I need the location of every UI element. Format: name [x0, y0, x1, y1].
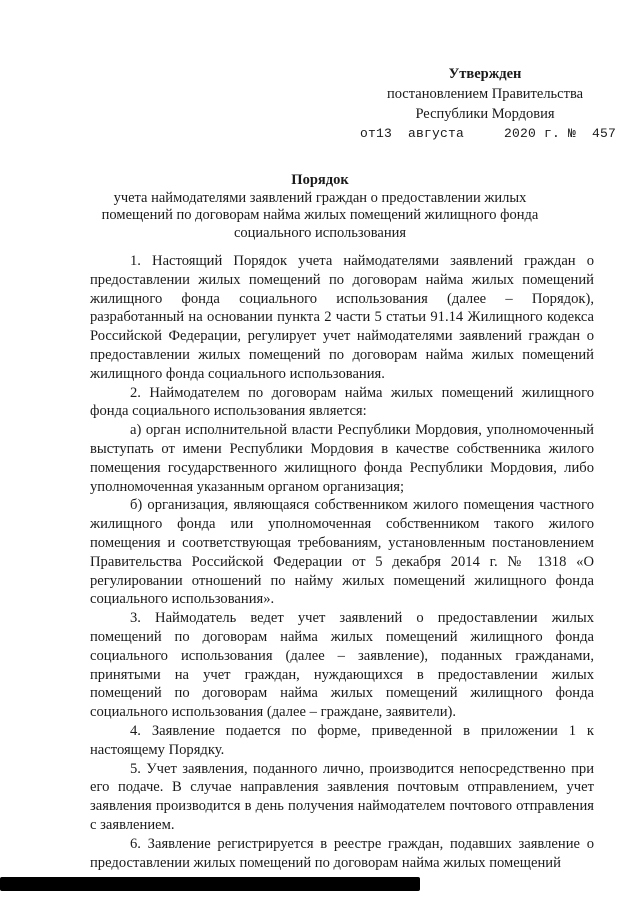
paragraph-2b: б) организация, являющаяся собственником жилого помещения частного жилищного фонда или уполномоченная собственником такого жилого помещения и соответствующая требованиям, установленным постановлением Правительства Российской Федерации от 5 декабря 2014 г. № 1318 «О регулировании отношений по найму жилых помещений жилищного фонда социального использования». [90, 497, 594, 608]
paragraph-6: 6. Заявление регистрируется в реестре граждан, подавших заявление о предоставлении жилых помещений по договорам найма жилых помещений [90, 835, 594, 871]
paragraph-1: 1. Настоящий Порядок учета наймодателями заявлений граждан о предоставлении жилых помещений по договорам найма жилых помещений жилищного фонда социального использования (далее – Порядок), разработанный на основании пункта 2 части 5 статьи 91.14 Жилищного кодекса Российской Федерации, регулирует учет наймодателями заявлений граждан о предоставлении жилых помещений по договорам найма жилых помещений жилищного фонда социального использования. [90, 253, 594, 382]
paragraph-4: 4. Заявление подается по форме, приведенной в приложении 1 к настоящему Порядку. [90, 722, 594, 758]
approval-title: Утвержден [448, 66, 522, 82]
document-heading [100, 172, 540, 242]
document-title: Порядок [291, 172, 349, 188]
approval-date-line: от13 августа 2020 г. № 457 [360, 126, 617, 141]
approval-line-1: постановлением Правительства [386, 86, 584, 102]
approval-stamp [360, 64, 617, 144]
document-body [90, 252, 594, 872]
approval-line-2: Республики Мордовия [415, 106, 555, 122]
paragraph-2a: а) орган исполнительной власти Республики Мордовия, уполномоченный выступать от имени Республики Мордовия в качестве собственника жилого помещения государственного жилищного фонда Республики Мордовия, либо уполномоченная указанным органом организация; [90, 422, 594, 495]
paragraph-3: 3. Наймодатель ведет учет заявлений о предоставлении жилых помещений по договорам найма жилых помещений жилищного фонда социального использования (далее – заявление), поданных гражданами, принятыми на учет граждан, нуждающихся в предоставлении жилых помещений по договорам найма жилых помещений жилищного фонда социального использования (далее – граждане, заявители). [90, 610, 594, 721]
scan-edge-shadow [0, 877, 420, 891]
paragraph-2: 2. Наймодателем по договорам найма жилых помещений жилищного фонда социального использования является: [90, 384, 594, 420]
paragraph-5: 5. Учет заявления, поданного лично, производится непосредственно при его подаче. В случае направления заявления почтовым отправлением, учет заявления производится в день получения наймодателем почтового отправления с заявлением. [90, 760, 594, 833]
document-subtitle: учета наймодателями заявлений граждан о предоставлении жилых помещений по договорам найма жилых помещений жилищного фонда социального использования [101, 189, 539, 241]
